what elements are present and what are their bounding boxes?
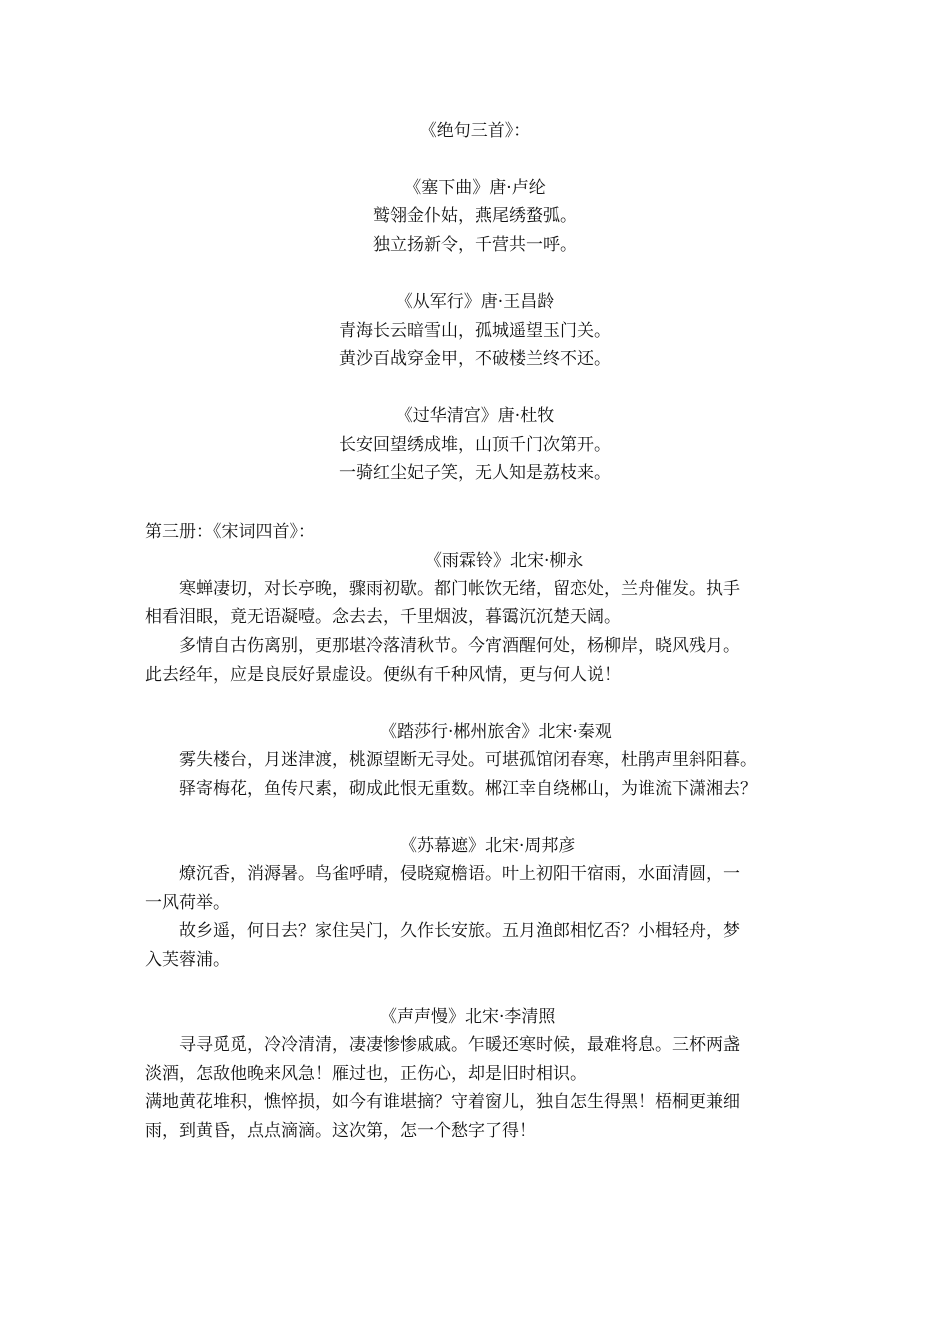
poem-title: 《雨霖铃》北宋·柳永: [425, 551, 584, 571]
poem-line: 故乡遥，何日去？家住吴门，久作长安旅。五月渔郎相忆否？小楫轻舟，梦: [179, 921, 740, 941]
poem-title: 《苏幕遮》北宋·周邦彦: [400, 836, 576, 856]
poem-line: 满地黄花堆积，憔悴损，如今有谁堪摘？守着窗儿，独自怎生得黑！梧桐更兼细: [145, 1092, 740, 1112]
poem-title: 《声声慢》北宋·李清照: [380, 1007, 556, 1027]
poem-line: 驿寄梅花，鱼传尺素，砌成此恨无重数。郴江幸自绕郴山，为谁流下潇湘去？: [179, 779, 757, 799]
poem-line: 一骑红尘妃子笑，无人知是荔枝来。: [339, 463, 611, 483]
poem-title: 《从军行》唐·王昌龄: [395, 292, 555, 312]
poem-line: 鹫翎金仆姑，燕尾绣蝥弧。: [373, 206, 577, 226]
poem-line: 入芙蓉浦。: [145, 950, 230, 970]
poem-line: 淡酒，怎敌他晚来风急！雁过也，正伤心，却是旧时相识。: [145, 1064, 587, 1084]
poem-line: 青海长云暗雪山，孤城遥望玉门关。: [339, 321, 611, 341]
poem-line: 相看泪眼，竟无语凝噎。念去去，千里烟波，暮霭沉沉楚天阔。: [145, 607, 621, 627]
poem-line: 长安回望绣成堆，山顶千门次第开。: [339, 435, 611, 455]
poem-title: 《踏莎行·郴州旅舍》北宋·秦观: [380, 722, 612, 742]
section-heading-songci: 第三册：《宋词四首》：: [145, 522, 315, 542]
poem-line: 此去经年，应是良辰好景虚设。便纵有千种风情，更与何人说！: [145, 665, 621, 685]
poem-title: 《过华清宫》唐·杜牧: [395, 406, 555, 426]
poem-line: 黄沙百战穿金甲，不破楼兰终不还。: [339, 349, 611, 369]
section-heading-jueju: 《绝句三首》：: [419, 121, 531, 141]
poem-line: 寻寻觅觅，冷冷清清，凄凄惨惨戚戚。乍暖还寒时候，最难将息。三杯两盏: [179, 1035, 740, 1055]
poem-line: 雾失楼台，月迷津渡，桃源望断无寻处。可堪孤馆闭春寒，杜鹃声里斜阳暮。: [179, 750, 757, 770]
poem-line: 雨，到黄昏，点点滴滴。这次第，怎一个愁字了得！: [145, 1121, 536, 1141]
poem-line: 一风荷举。: [145, 893, 230, 913]
poem-line: 独立扬新令，千营共一呼。: [373, 235, 577, 255]
poem-line: 多情自古伤离别，更那堪冷落清秋节。今宵酒醒何处，杨柳岸，晓风残月。: [179, 636, 740, 656]
poem-line: 燎沉香，消溽暑。鸟雀呼晴，侵晓窥檐语。叶上初阳干宿雨，水面清圆，一: [179, 864, 740, 884]
poem-title: 《塞下曲》唐·卢纶: [404, 178, 546, 198]
poem-line: 寒蝉凄切，对长亭晚，骤雨初歇。都门帐饮无绪，留恋处，兰舟催发。执手: [179, 579, 740, 599]
